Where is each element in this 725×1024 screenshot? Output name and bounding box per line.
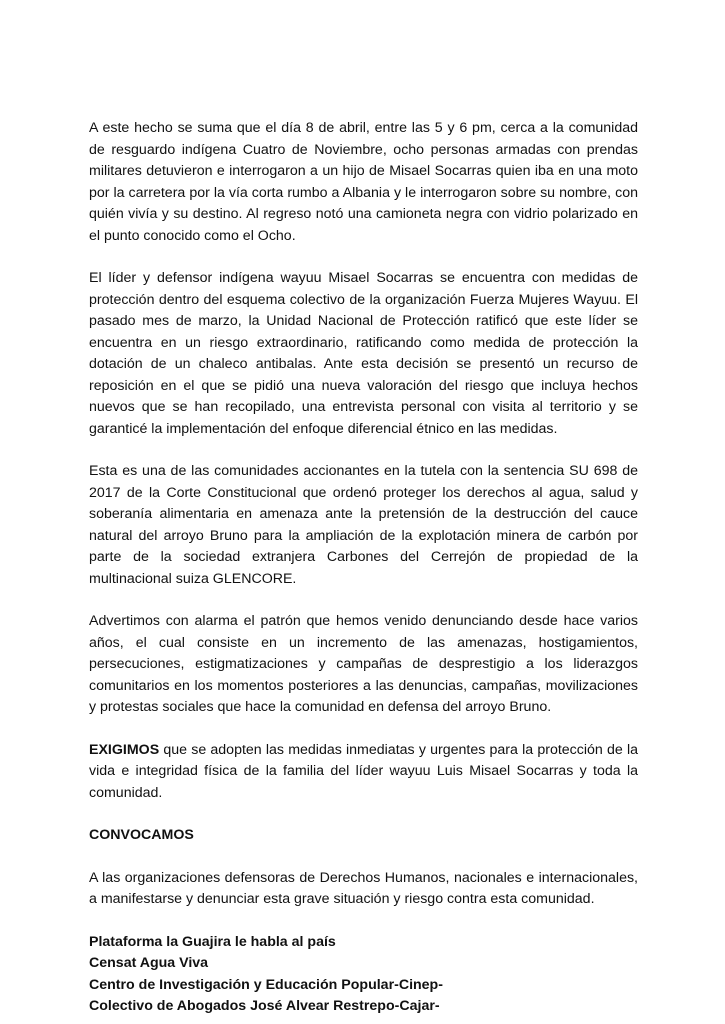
signatories-list <box>89 932 638 1018</box>
paragraph-protection: El líder y defensor indígena wayuu Misael Socarras se encuentra con medidas de protección dentro del esquema colectivo de la organización Fuerza Mujeres Wayuu. El pasado mes de marzo, la Unidad Nacional de Protección ratificó que este líder se encuentra en un riesgo extraordinario, ratificando como medida de protección la dotación de un chaleco antibalas. Ante esta decisión se presentó un recurso de reposición en el que se pidió una nueva valoración del riesgo que incluya hechos nuevos que se han recopilado, una entrevista personal con visita al territorio y se garanticé la implementación del enfoque diferencial étnico en las medidas. <box>89 270 638 437</box>
signatory: Colectivo de Abogados José Alvear Restrepo-Cajar- <box>89 998 440 1014</box>
paragraph-exigimos <box>89 740 638 805</box>
convocamos-heading: CONVOCAMOS <box>89 827 194 843</box>
paragraph-tutela: Esta es una de las comunidades accionantes en la tutela con la sentencia SU 698 de 2017 de la Corte Constitucional que ordenó proteger los derechos al agua, salud y soberanía alimentaria en amenaza ante la pretensión de la destrucción del cauce natural del arroyo Bruno para la ampliación de la explotación minera de carbón por parte de la sociedad extranjera Carbones del Cerrejón de propiedad de la multinacional suiza GLENCORE. <box>89 463 638 587</box>
paragraph-warning: Advertimos con alarma el patrón que hemos venido denunciando desde hace varios años, el cual consiste en un incremento de las amenazas, hostigamientos, persecuciones, estigmatizaciones y campañas de desprestigio a los liderazgos comunitarios en los momentos posteriores a las denuncias, campañas, movilizaciones y protestas sociales que hace la comunidad en defensa del arroyo Bruno. <box>89 613 638 715</box>
paragraph-incident: A este hecho se suma que el día 8 de abril, entre las 5 y 6 pm, cerca a la comunidad de resguardo indígena Cuatro de Noviembre, ocho personas armadas con prendas militares detuvieron e interrogaron a un hijo de Misael Socarras quien iba en una moto por la carretera por la vía corta rumbo a Albania y le interrogaron sobre su nombre, con quién vivía y su destino. Al regreso notó una camioneta negra con vidrio polarizado en el punto conocido como el Ocho. <box>89 120 638 244</box>
signatory: Centro de Investigación y Educación Popular-Cinep- <box>89 976 443 993</box>
exigimos-text: que se adopten las medidas inmediatas y urgentes para la protección de la vida e integridad física de la familia del líder wayuu Luis Misael Socarras y toda la comunidad. <box>89 741 638 801</box>
convocamos-text: A las organizaciones defensoras de Derechos Humanos, nacionales e internacionales, a manifestarse y denunciar esta grave situación y riesgo contra esta comunidad. <box>89 869 638 907</box>
signatory: Plataforma la Guajira le habla al país <box>89 933 336 950</box>
signatory: Censat Agua Viva <box>89 955 209 971</box>
exigimos-label: EXIGIMOS <box>89 741 160 758</box>
